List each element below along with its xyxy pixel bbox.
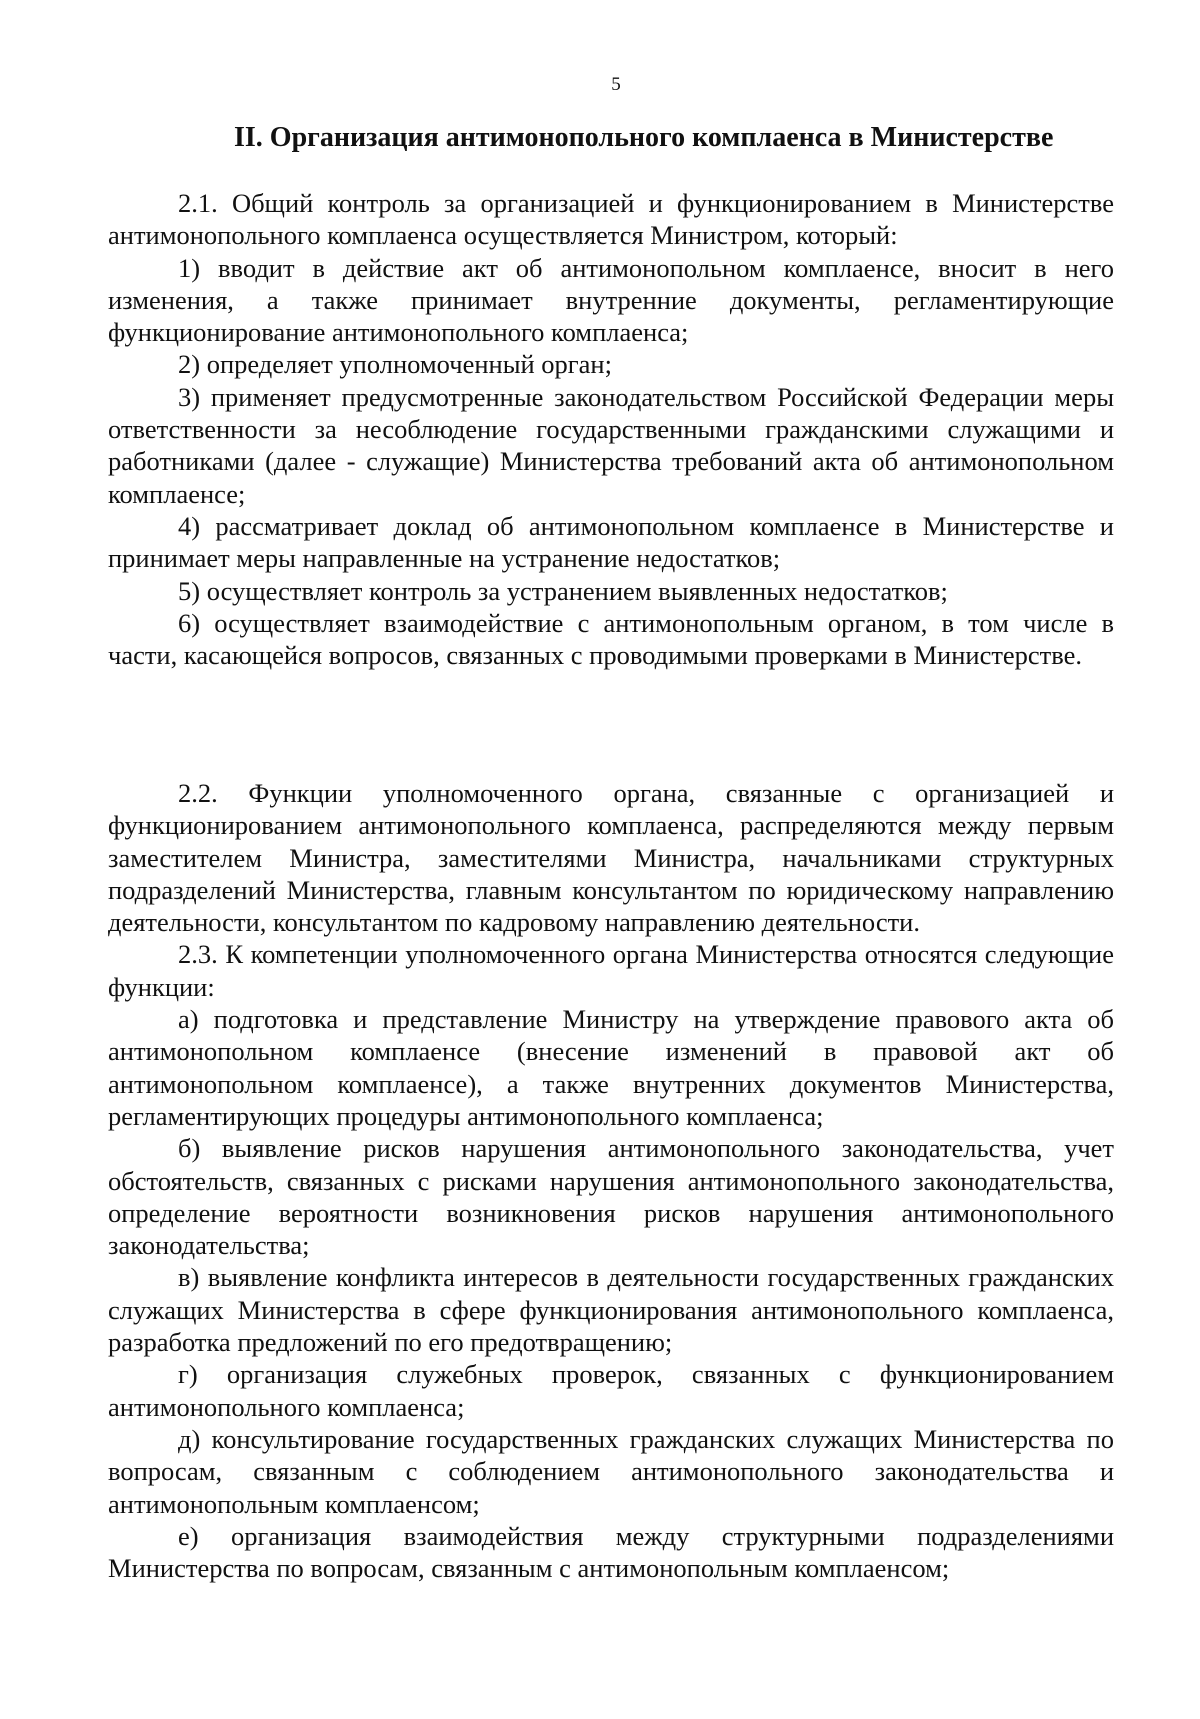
paragraph-2-1-item-4: 4) рассматривает доклад об антимонопольном комплаенсе в Министерстве и принимает меры направленные на устранение недостатков;	[108, 510, 1114, 574]
paragraph-2-3-item-d: д) консультирование государственных гражданских служащих Министерства по вопросам, связанным с соблюдением антимонопольного законодательства и антимонопольным комплаенсом;	[108, 1423, 1114, 1519]
paragraph-2-3-item-g: г) организация служебных проверок, связанных с функционированием антимонопольного комплаенса;	[108, 1359, 1114, 1422]
paragraph-2-3-item-a: а) подготовка и представление Министру на утверждение правового акта об антимонопольном комплаенсе (внесение изменений в правовой акт об антимонопольном комплаенсе), а также внутренних документов Министерства, регламентирующих процедуры антимонопольного комплаенса;	[108, 1004, 1114, 1131]
paragraph-2-3-intro: 2.3. К компетенции уполномоченного органа Министерства относятся следующие функции:	[108, 939, 1114, 1002]
section-title: II. Организация антимонопольного комплаенса в Министерстве	[234, 122, 1054, 153]
paragraph-2-1-intro: 2.1. Общий контроль за организацией и функционированием в Министерстве антимонопольного комплаенса осуществляется Министром, который:	[108, 188, 1114, 251]
paragraph-2-2: 2.2. Функции уполномоченного органа, связанные с организацией и функционированием антимонопольного комплаенса, распределяются между первым заместителем Министра, заместителями Министра, начальниками структурных подразделений Министерства, главным консультантом по юридическому направлению деятельности, консультантом по кадровому направлению деятельности.	[108, 778, 1114, 938]
page-number: 5	[611, 74, 621, 95]
paragraph-2-1-item-1: 1) вводит в действие акт об антимонопольном комплаенсе, вносит в него изменения, а также принимает внутренние документы, регламентирующие функционирование антимонопольного комплаенса;	[108, 252, 1114, 348]
section-2-1	[108, 187, 1114, 671]
paragraph-2-1-item-2: 2) определяет уполномоченный орган;	[178, 349, 612, 380]
section-2-2-and-2-3	[108, 777, 1114, 1584]
paragraph-2-1-item-5: 5) осуществляет контроль за устранением выявленных недостатков;	[178, 575, 948, 606]
paragraph-2-3-item-e: е) организация взаимодействия между структурными подразделениями Министерства по вопросам, связанным с антимонопольным комплаенсом;	[108, 1520, 1114, 1584]
paragraph-2-3-item-b: б) выявление рисков нарушения антимонопольного законодательства, учет обстоятельств, связанных с рисками нарушения антимонопольного законодательства, определение вероятности возникновения рисков нарушения антимонопольного законодательства;	[108, 1133, 1114, 1261]
paragraph-2-1-item-3: 3) применяет предусмотренные законодательством Российской Федерации меры ответственности за несоблюдение государственными гражданскими служащими и работниками (далее - служащие) Министерства требований акта об антимонопольном комплаенсе;	[108, 381, 1114, 509]
paragraph-2-1-item-6: 6) осуществляет взаимодействие с антимонопольным органом, в том числе в части, касающейся вопросов, связанных с проводимыми проверками в Министерстве.	[108, 607, 1114, 671]
paragraph-2-3-item-v: в) выявление конфликта интересов в деятельности государственных гражданских служащих Министерства в сфере функционирования антимонопольного комплаенса, разработка предложений по его предотвращению;	[108, 1262, 1114, 1358]
